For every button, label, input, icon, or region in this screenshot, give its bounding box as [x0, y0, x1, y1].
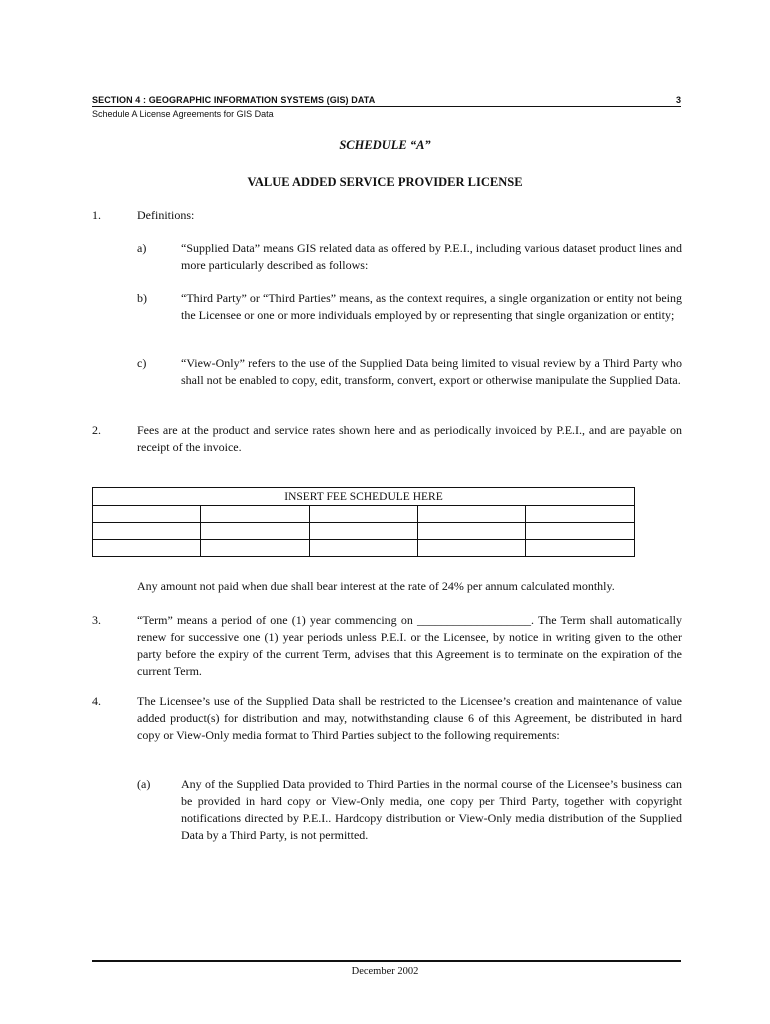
table-row	[93, 523, 635, 540]
section-title: SECTION 4 : GEOGRAPHIC INFORMATION SYSTEMS (GIS) DATA	[92, 95, 376, 105]
fee-schedule-table	[92, 487, 635, 557]
table-row	[93, 506, 635, 523]
clause-2-text: Fees are at the product and service rates shown here and as periodically invoiced by P.E.I., and are payable on receipt of the invoice.	[137, 423, 682, 454]
table-cell[interactable]	[93, 540, 201, 557]
schedule-title: SCHEDULE “A”	[339, 138, 431, 152]
table-cell[interactable]	[201, 523, 309, 540]
clause-3-text: “Term” means a period of one (1) year commencing on ___________________. The Term shall automatically renew for successive one (1) year periods unless P.E.I. or the Licensee, by notice in writing given to the other party before the expiry of the current Term, advises that this Agreement is to terminate on the expiration of the current Term.	[137, 613, 682, 678]
table-cell[interactable]	[309, 523, 417, 540]
page-number: 3	[675, 95, 681, 105]
footer-date: December 2002	[351, 966, 419, 977]
header-rule	[92, 106, 681, 107]
definition-a-marker: a)	[137, 241, 147, 255]
fee-table-header: INSERT FEE SCHEDULE HERE	[93, 488, 635, 506]
table-cell[interactable]	[309, 540, 417, 557]
clause-1-number: 1.	[92, 208, 101, 222]
table-cell[interactable]	[418, 506, 526, 523]
clause-4-number: 4.	[92, 694, 101, 708]
interest-text: Any amount not paid when due shall bear interest at the rate of 24% per annum calculated monthly.	[137, 579, 615, 593]
table-cell[interactable]	[526, 523, 635, 540]
document-subtitle: Schedule A License Agreements for GIS Data	[92, 109, 274, 119]
table-cell[interactable]	[93, 523, 201, 540]
table-cell[interactable]	[201, 506, 309, 523]
table-cell[interactable]	[418, 523, 526, 540]
definition-c-marker: c)	[137, 356, 147, 370]
table-cell[interactable]	[526, 506, 635, 523]
definition-b-text: “Third Party” or “Third Parties” means, as the context requires, a single organization or entity not being the Licensee or one or more individuals employed by or representing that single organization or entity;	[181, 291, 682, 322]
table-cell[interactable]	[309, 506, 417, 523]
definition-c-text: “View-Only” refers to the use of the Supplied Data being limited to visual review by a Third Party who shall not be enabled to copy, edit, transform, convert, export or otherwise manipulate the Supplied Data.	[181, 356, 682, 387]
definition-b-marker: b)	[137, 291, 147, 305]
table-cell[interactable]	[526, 540, 635, 557]
clause-4-text: The Licensee’s use of the Supplied Data shall be restricted to the Licensee’s creation and maintenance of value added product(s) for distribution and may, notwithstanding clause 6 of this Agreement, be distributed in hard copy or View-Only media format to Third Parties subject to the following requirements:	[137, 694, 682, 742]
license-title: VALUE ADDED SERVICE PROVIDER LICENSE	[247, 175, 523, 189]
clause-2-number: 2.	[92, 423, 101, 437]
clause-4a-text: Any of the Supplied Data provided to Third Parties in the normal course of the Licensee’s business can be provided in hard copy or View-Only media, one copy per Third Party, together with copyright notifications directed by P.E.I.. Hardcopy distribution or View-Only media distribution of the Supplied Data by a Third Party, is not permitted.	[181, 777, 682, 842]
clause-3-number: 3.	[92, 613, 101, 627]
footer-rule	[92, 960, 681, 962]
clause-4a-marker: (a)	[137, 777, 151, 791]
table-cell[interactable]	[201, 540, 309, 557]
table-cell[interactable]	[93, 506, 201, 523]
table-row	[93, 540, 635, 557]
definition-a-text: “Supplied Data” means GIS related data as offered by P.E.I., including various dataset product lines and more particularly described as follows:	[181, 241, 682, 272]
table-cell[interactable]	[418, 540, 526, 557]
clause-1-heading: Definitions:	[137, 208, 195, 222]
